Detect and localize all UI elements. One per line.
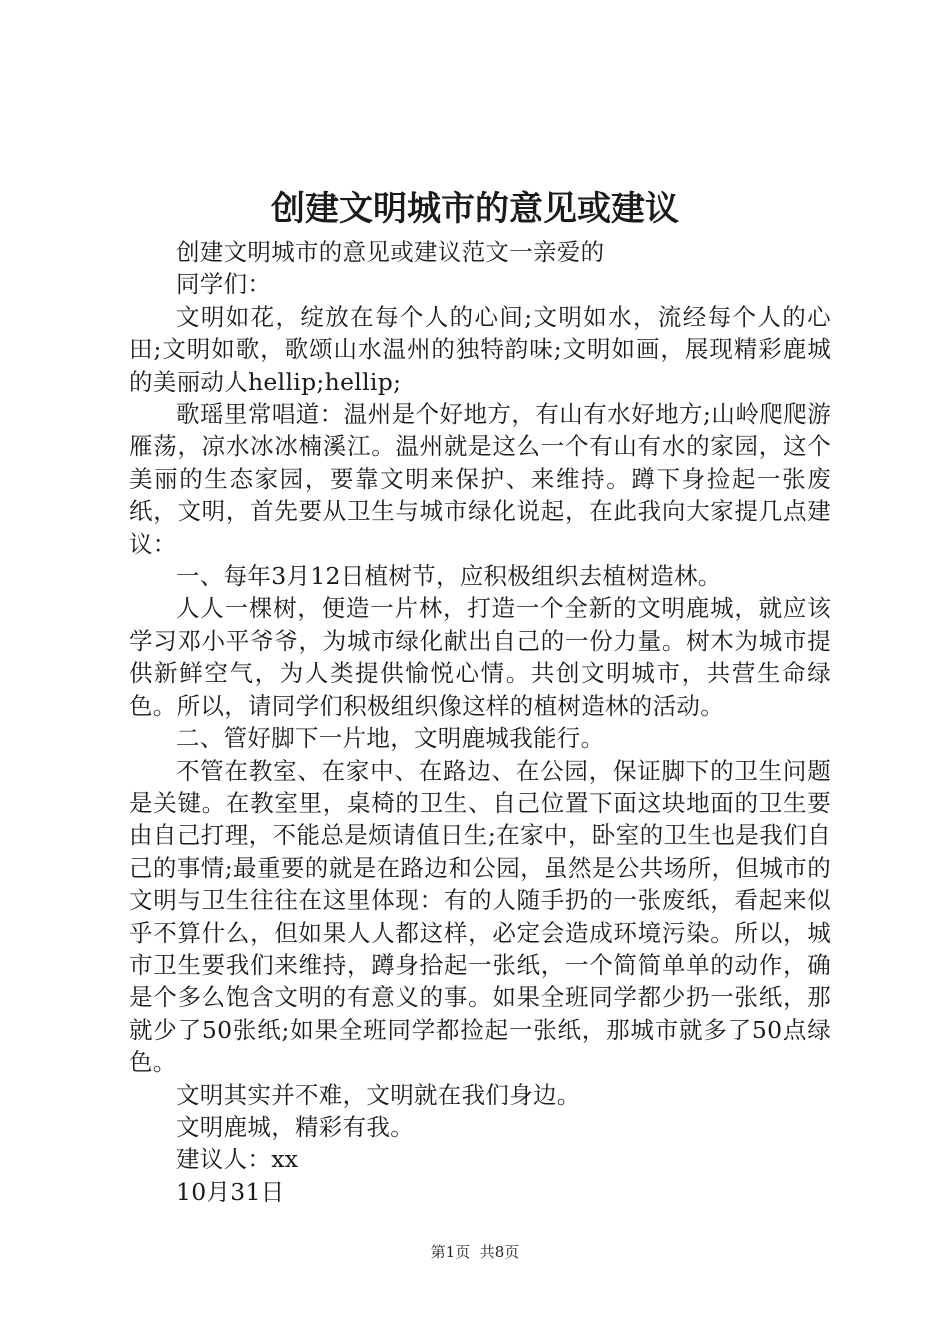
paragraph-date: 10月31日 <box>176 1177 285 1206</box>
paragraph-suggestion-one-heading: 一、每年3月12日植树节，应积极组织去植树造林。 <box>176 562 722 591</box>
paragraph-suggestion-two-body: 不管在教室、在家中、在路边、在公园，保证脚下的卫生问题是关键。在教室里，桌椅的卫生、自己位置下面这块地面的卫生要由自己打理，不能总是烦请值日生;在家中，卧室的卫生也是我们自己的事情;最重要的就是在路边和公园，虽然是公共场所，但城市的文明与卫生往往在这里体现：有的人随手扔的一张废纸，看起来似乎不算什么，但如果人人都这样，必定会造成环境污染。所以，城市卫生要我们来维持，蹲身拾起一张纸，一个简简单单的动作，确是个多么饱含文明的有意义的事。如果全班同学都少扔一张纸，那就少了50张纸;如果全班同学都捡起一张纸，那城市就多了50点绿色。 <box>129 756 831 1077</box>
document-title: 创建文明城市的意见或建议 <box>271 189 679 229</box>
page-number-current: 第1页 <box>430 1243 471 1261</box>
paragraph-salutation: 同学们： <box>176 270 272 299</box>
page-number-total: 共8页 <box>479 1243 520 1261</box>
paragraph-closing-one: 文明其实并不难，文明就在我们身边。 <box>176 1080 581 1109</box>
paragraph-suggestion-one-body: 人人一棵树，便造一片林，打造一个全新的文明鹿城，就应该学习邓小平爷爷，为城市绿化献出自己的一份力量。树木为城市提供新鲜空气，为人类提供愉悦心情。共创文明城市，共营生命绿色。所以，请同学们积极组织像这样的植树造林的活动。 <box>129 594 831 720</box>
page-footer <box>0 1242 950 1262</box>
footer-separator <box>470 1243 480 1261</box>
paragraph-intro: 创建文明城市的意见或建议范文一亲爱的 <box>176 238 605 266</box>
paragraph-closing-two: 文明鹿城，精彩有我。 <box>176 1112 414 1141</box>
document-body <box>129 236 831 1208</box>
paragraph-suggestion-two-heading: 二、管好脚下一片地，文明鹿城我能行。 <box>176 724 605 753</box>
paragraph-wenzhou-song: 歌瑶里常唱道：温州是个好地方，有山有水好地方;山岭爬爬游雁荡，凉水冰冰楠溪江。温州就是这么一个有山有水的家园，这个美丽的生态家园，要靠文明来保护、来维持。蹲下身捡起一张废纸，文明，首先要从卫生与城市绿化说起，在此我向大家提几点建议： <box>129 400 831 558</box>
paragraph-civility-metaphor: 文明如花，绽放在每个人的心间;文明如水，流经每个人的心田;文明如歌，歌颂山水温州的独特韵味;文明如画，展现精彩鹿城的美丽动人hellip;hellip; <box>129 302 831 396</box>
paragraph-signature: 建议人：xx <box>176 1145 299 1174</box>
